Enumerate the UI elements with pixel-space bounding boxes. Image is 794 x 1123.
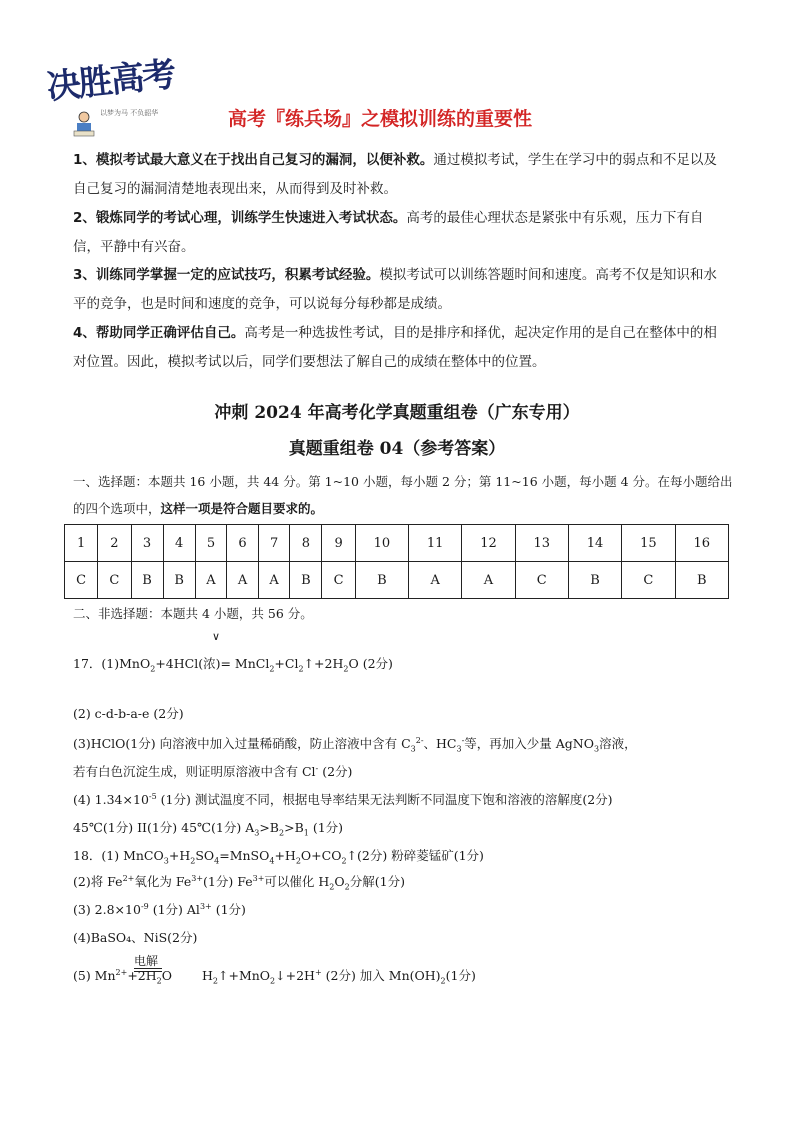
answer-cell: C <box>515 562 568 599</box>
logo-slogan: 以梦为马 不负韶华 <box>100 109 159 117</box>
section-1-text: 一、选择题：本题共 16 小题，共 44 分。第 1~10 小题，每小题 2 分；第 11~16 小题，每小题 4 分。在每小题给出的四个选项中， <box>73 474 733 516</box>
paragraph-1 <box>73 146 729 204</box>
answer-cell: A <box>258 562 290 599</box>
answer-cell: B <box>355 562 408 599</box>
student-illustration-icon <box>72 110 96 138</box>
question-number-cell: 16 <box>675 525 729 562</box>
q17-line-4: 若有白色沉淀生成，则证明原溶液中含有 Cl- (2分) <box>73 763 353 779</box>
section-1-instructions <box>73 468 733 522</box>
paragraph-4-text: 高考是一种选拔性考试，目的是排序和择优，起决定作用的是自己在整体中的相对位置。因此，模拟考试以后，同学们要想法了解自己的成绩在整体中的位置。 <box>73 325 717 370</box>
question-number-cell: 2 <box>98 525 131 562</box>
paragraph-3 <box>73 261 729 319</box>
paragraph-2-bold: 2、锻炼同学的考试心理，训练学生快速进入考试状态。 <box>73 210 407 226</box>
question-number-cell: 12 <box>462 525 515 562</box>
page-headline: 高考『练兵场』之模拟训练的重要性 <box>228 108 533 130</box>
question-number-cell: 4 <box>163 525 195 562</box>
exam-subtitle: 真题重组卷 04（参考答案） <box>288 439 506 459</box>
answer-cell: A <box>462 562 515 599</box>
question-number-cell: 14 <box>568 525 621 562</box>
question-number-cell: 11 <box>409 525 462 562</box>
paragraph-4-bold: 4、帮助同学正确评估自己。 <box>73 325 245 341</box>
answer-cell: A <box>409 562 462 599</box>
q18-line-1: 18．(1) $MnCO_3+H_2SO_4=MnSO_4+H_2O+CO_2↑(2$分) 粉碎菱锰矿(1分) <box>73 848 484 866</box>
paragraph-1-bold: 1、模拟考试最大意义在于找出自己复习的漏洞，以便补救。 <box>73 152 434 168</box>
q17-line-6: 45℃(1分) II(1分) 45℃(1分) $A_3>B_2>B_1$ (1分) <box>73 820 344 838</box>
paragraph-2-text: 高考的最佳心理状态是紧张中有乐观，压力下有自信，平静中有兴奋。 <box>73 210 704 255</box>
question-number-cell: 10 <box>355 525 408 562</box>
answer-cell: B <box>131 562 163 599</box>
answer-cell: B <box>290 562 322 599</box>
question-number-cell: 13 <box>515 525 568 562</box>
paragraph-3-bold: 3、训练同学掌握一定的应试技巧，积累考试经验。 <box>73 267 380 283</box>
q17-line-3: (3)HClO(1分) 向溶液中加入过量稀硝酸，防止溶液中含有 $C_3^{2-}$、$HC_3^-$等，再加入少量 AgNO$_3$溶液， <box>73 735 637 754</box>
exam-title: 冲刺 2024 年高考化学真题重组卷（广东专用） <box>214 403 580 423</box>
paragraph-1-text: 通过模拟考试，学生在学习中的弱点和不足以及自己复习的漏洞清楚地表现出来，从而得到及时补救。 <box>73 152 717 197</box>
question-number-cell: 8 <box>290 525 322 562</box>
answer-cell: B <box>568 562 621 599</box>
answer-table-numbers-row <box>65 525 729 562</box>
question-number-cell: 5 <box>195 525 227 562</box>
answer-cell: A <box>195 562 227 599</box>
section-2-heading: 二、非选择题：本题共 4 小题，共 56 分。 <box>73 606 313 621</box>
paragraph-4 <box>73 319 729 377</box>
answer-cell: C <box>322 562 355 599</box>
q18-line-5: (5) $Mn^{2+}+2H_2O$ $H_2↑+MnO_2↓+2H^+$ (2分) 加入 $Mn(OH)_2(1$分) <box>73 967 476 986</box>
question-number-cell: 9 <box>322 525 355 562</box>
answer-cell: B <box>675 562 729 599</box>
q17-line-1: 17．(1)MnO$_2$+4HCl(浓)= $MnCl_2+Cl_2↑+2H_2O$ (2分) <box>73 656 393 674</box>
question-number-cell: 1 <box>65 525 98 562</box>
answer-cell: B <box>163 562 195 599</box>
q18-line-4: (4)BaSO₄、NiS(2分) <box>73 930 198 945</box>
question-number-cell: 6 <box>227 525 259 562</box>
section-1-bold: 这样一项是符合题目要求的。 <box>160 501 324 516</box>
paragraph-2 <box>73 204 729 262</box>
answer-cell: C <box>65 562 98 599</box>
answer-cell: A <box>227 562 259 599</box>
q17-line-2: (2) c-d-b-a-e (2分) <box>73 706 184 721</box>
question-number-cell: 15 <box>622 525 675 562</box>
answer-table-answers-row <box>65 562 729 599</box>
answer-table <box>64 524 729 599</box>
q17-line-5: (4) $1.34\times 10^{-5}$ (1分) 测试温度不同，根据电导率结果无法判断不同温度下饱和溶液的溶解度(2分) <box>73 791 613 807</box>
paragraph-3-text: 模拟考试可以训练答题时间和速度。高考不仅是知识和水平的竞争，也是时间和速度的竞争，可以说每分每秒都是成绩。 <box>73 267 717 312</box>
logo-text: 决胜高考 <box>44 54 177 108</box>
answer-cell: C <box>98 562 131 599</box>
answer-cell: C <box>622 562 675 599</box>
brand-logo <box>44 54 177 140</box>
q18-line-3: (3) $2.8\times 10^{-9}$ (1分) $Al^{3+}$ (1分) <box>73 901 246 917</box>
question-number-cell: 3 <box>131 525 163 562</box>
q18-line-2: (2)将 $Fe^{2+}$氧化为 $Fe^{3+}(1$分) $Fe^{3+}$可以催化 $H_2O_2$分解(1分) <box>73 873 405 892</box>
electrolysis-label: 电解 <box>134 954 159 968</box>
question-number-cell: 7 <box>258 525 290 562</box>
heat-symbol: ∨ <box>212 630 221 643</box>
